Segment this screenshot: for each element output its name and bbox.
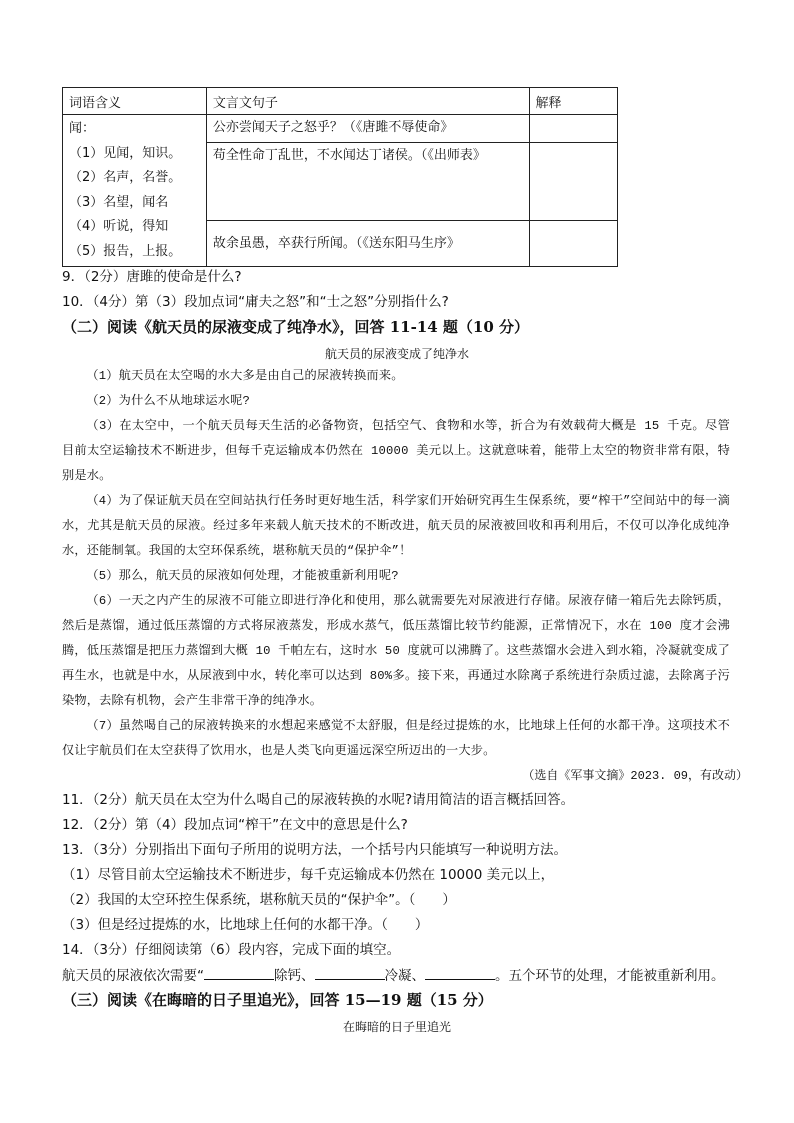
- question-13-item-1: （1）尽管目前太空运输技术不断进步，每千克运输成本仍然在 10000 美元以上，: [62, 867, 555, 883]
- word-label: 闻：: [69, 121, 96, 136]
- fill-part-2: 冷凝、: [384, 968, 425, 984]
- meaning-item: （5）报告，上报。: [69, 243, 182, 259]
- question-13: 13．（3分）分别指出下面句子所用的说明方法，一个括号内只能填写一种说明方法。: [62, 842, 568, 858]
- article-paragraph: （6）一天之内产生的尿液不可能立即进行净化和使用，那么就需要先对尿液进行存储。尿液存储一箱后先去除钙质，然后是蒸馏，通过低压蒸馏的方式将尿液蒸发，形成水蒸气，低压蒸馏比较节约能源，正常情况下，水在 100 度才会沸腾，低压蒸馏是把压力蒸馏到大概 10 千帕左右，这时水 50 度就可以沸腾了。这些蒸馏水会进入到水箱，冷凝就变成了再生水，也就是中水，从尿液到中水，转化率可以达到 80%多。接下来，再通过水除离子系统进行杂质过滤，去除离子污染物，去除有机物，会产生非常干净的纯净水。: [62, 594, 730, 708]
- meaning-list: [69, 117, 200, 264]
- article-source: （选自《军事文摘》2023. 09，有改动）: [522, 769, 748, 783]
- sentence-text: 故余虽愚，卒获行所闻。（《送东阳马生序》: [212, 235, 460, 251]
- sentence-text: 公亦尝闻天子之怒乎？（《唐雎不辱使命》: [212, 120, 454, 135]
- sentence-text: 苟全性命丁乱世，不水闻达丁诸侯。（《出师表》: [212, 147, 486, 163]
- header-explanation: 解释: [529, 88, 617, 115]
- blank-3[interactable]: [425, 965, 495, 980]
- fill-prefix: 航天员的尿液依次需要“: [62, 968, 204, 984]
- meaning-item: （2）名声，名誉。: [69, 170, 182, 185]
- header-sentence: 文言文句子: [206, 88, 529, 115]
- question-11: 11．（2分）航天员在太空为什么喝自己的尿液转换的水呢?请用简洁的语言概括回答。: [62, 792, 575, 808]
- table-header-row: [63, 88, 618, 115]
- article-paragraph: （1）航天员在太空喝的水大多是由自己的尿液转换而来。: [86, 369, 404, 383]
- blank-2[interactable]: [315, 965, 385, 980]
- meaning-item: （4）听说，得知: [69, 219, 169, 234]
- article-paragraph: （7）虽然喝自己的尿液转换来的水想起来感觉不太舒服，但是经过提炼的水，比地球上任何的水都干净。这项技术不仅让宇航员们在太空获得了饮用水，也是人类飞向更遥远深空所迈出的一大步。: [62, 719, 730, 758]
- header-meaning: 词语含义: [63, 88, 207, 115]
- question-9: 9．（2分）唐雎的使命是什么?: [62, 269, 242, 285]
- article-title-3: 在晦暗的日子里追光: [342, 1020, 451, 1034]
- article-paragraph: （5）那么，航天员的尿液如何处理，才能被重新利用呢?: [86, 569, 399, 583]
- meaning-item: （3）名望，闻名: [69, 194, 169, 210]
- answer-cell[interactable]: [529, 142, 617, 221]
- meaning-item: （1）见闻，知识。: [69, 145, 182, 161]
- question-12: 12．（2分）第（4）段加点词“榨干”在文中的意思是什么?: [62, 817, 408, 833]
- answer-cell[interactable]: [529, 115, 617, 143]
- sentence-cell: [206, 221, 529, 267]
- meaning-cell: [63, 115, 207, 267]
- question-13-item-2: （2）我国的太空环控生保系统，堪称航天员的“保护伞”。（ ）: [62, 892, 456, 908]
- fill-in-line: [62, 965, 725, 986]
- answer-cell[interactable]: [529, 221, 617, 267]
- article-paragraph: （3）在太空中，一个航天员每天生活的必备物资，包括空气、食物和水等，折合为有效载荷大概是 15 千克。尽管目前太空运输技术不断进步，但每千克运输成本仍然在 10000 美元以上。这就意味着，能带上太空的物资非常有限，特别是水。: [62, 419, 730, 483]
- section-heading-2: （二）阅读《航天员的尿液变成了纯净水》，回答 11-14 题（10 分）: [62, 318, 530, 336]
- question-10: 10．（4分）第（3）段加点词“庸夫之怒”和“士之怒”分别指什么?: [62, 294, 449, 310]
- sentence-cell: [206, 142, 529, 221]
- question-13-item-3: （3）但是经过提炼的水，比地球上任何的水都干净。（ ）: [62, 917, 429, 933]
- vocab-table: [62, 87, 618, 267]
- table-row: [63, 115, 618, 143]
- section-heading-3: （三）阅读《在晦暗的日子里追光》，回答 15—19 题（15 分）: [62, 991, 493, 1009]
- blank-1[interactable]: [204, 965, 274, 980]
- article-title-2: 航天员的尿液变成了纯净水: [324, 347, 469, 361]
- sentence-cell: [206, 115, 529, 143]
- article-body-2: [62, 364, 730, 764]
- question-14: 14．（3分）仔细阅读第（6）段内容，完成下面的填空。: [62, 942, 401, 958]
- article-paragraph: （2）为什么不从地球运水呢?: [86, 394, 251, 408]
- article-paragraph: （4）为了保证航天员在空间站执行任务时更好地生活，科学家们开始研究再生生保系统，要“榨干”空间站中的每一滴水，尤其是航天员的尿液。经过多年来载人航天技术的不断改进，航天员的尿液被回收和再利用后，不仅可以净化成纯净水，还能制氧。我国的太空环保系统，堪称航天员的“保护伞”！: [62, 494, 730, 558]
- fill-part-1: 除钙、: [274, 968, 315, 984]
- fill-suffix: 。五个环节的处理，才能被重新利用。: [495, 968, 725, 984]
